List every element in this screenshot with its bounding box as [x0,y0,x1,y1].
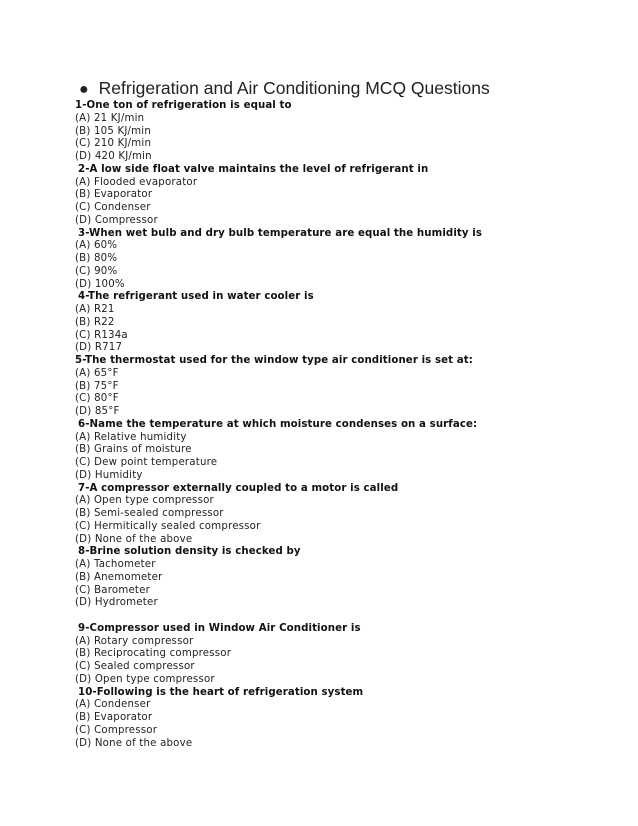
option-a: (A) Condenser [75,699,151,711]
option-b: (B) 80% [75,253,118,264]
question-text: 8-Brine solution density is checked by [78,546,301,558]
document-title [79,78,490,99]
bullet-icon: ● [79,81,89,98]
option-a: (A) Tachometer [75,559,156,570]
option-c: (C) 90% [75,265,118,277]
question-6 [75,419,615,483]
question-4 [75,291,615,355]
question-text: 7-A compressor externally coupled to a motor is called [78,482,399,494]
option-d: (D) 420 KJ/min [75,151,152,162]
option-c: (C) 210 KJ/min [75,138,152,150]
question-1 [75,100,615,164]
option-a: (A) Rotary compressor [75,635,194,647]
option-a: (A) 60% [75,240,118,252]
question-7 [75,483,615,547]
option-c: (C) Barometer [75,584,150,596]
option-c: (C) Compressor [75,724,158,736]
question-text: 2-A low side float valve maintains the level of refrigerant in [78,163,429,175]
option-a: (A) Flooded evaporator [75,176,198,188]
option-c: (C) R134a [75,329,128,341]
option-a: (A) Open type compressor [75,495,214,507]
option-b: (B) Reciprocating compressor [75,648,232,660]
title-text: Refrigeration and Air Conditioning MCQ Questions [98,78,490,98]
question-text: 3-When wet bulb and dry bulb temperature are equal the humidity is [78,227,483,239]
question-text: 6-Name the temperature at which moisture condenses on a surface: [78,418,478,430]
option-a: (A) 65°F [75,367,119,379]
question-5 [75,355,615,419]
option-c: (C) Sealed compressor [75,661,195,672]
question-text: 5-The thermostat used for the window type air conditioner is set at: [75,355,473,366]
blank-line [75,610,615,623]
option-d: (D) None of the above [75,533,193,545]
question-8 [75,546,615,610]
option-c: (C) Condenser [75,202,151,213]
option-b: (B) Grains of moisture [75,444,192,456]
option-d: (D) Hydrometer [75,597,158,609]
option-d: (D) Open type compressor [75,673,215,685]
question-text: 1-One ton of refrigeration is equal to [75,100,292,111]
option-b: (B) 105 KJ/min [75,125,151,137]
option-a: (A) R21 [75,304,115,315]
question-2 [75,164,615,228]
option-d: (D) None of the above [75,737,193,749]
option-d: (D) Humidity [75,469,143,481]
question-text: 9-Compressor used in Window Air Conditioner is [78,622,361,634]
question-text: 10-Following is the heart of refrigeration system [78,686,364,698]
option-c: (C) Dew point temperature [75,457,218,468]
option-a: (A) Relative humidity [75,431,187,443]
option-b: (B) Evaporator [75,189,153,201]
option-d: (D) 85°F [75,406,120,417]
option-a: (A) 21 KJ/min [75,112,145,124]
option-d: (D) R717 [75,342,123,354]
question-list [75,100,615,750]
question-3 [75,228,615,292]
option-d: (D) 100% [75,278,125,290]
question-9 [75,623,615,687]
question-10 [75,687,615,751]
option-b: (B) R22 [75,316,115,328]
option-d: (D) Compressor [75,214,158,226]
option-b: (B) Semi-sealed compressor [75,508,224,519]
option-b: (B) Anemometer [75,571,163,583]
option-b: (B) 75°F [75,380,119,392]
option-b: (B) Evaporator [75,712,153,723]
option-c: (C) Hermitically sealed compressor [75,520,261,532]
option-c: (C) 80°F [75,393,119,405]
question-text: 4-The refrigerant used in water cooler is [78,291,314,303]
